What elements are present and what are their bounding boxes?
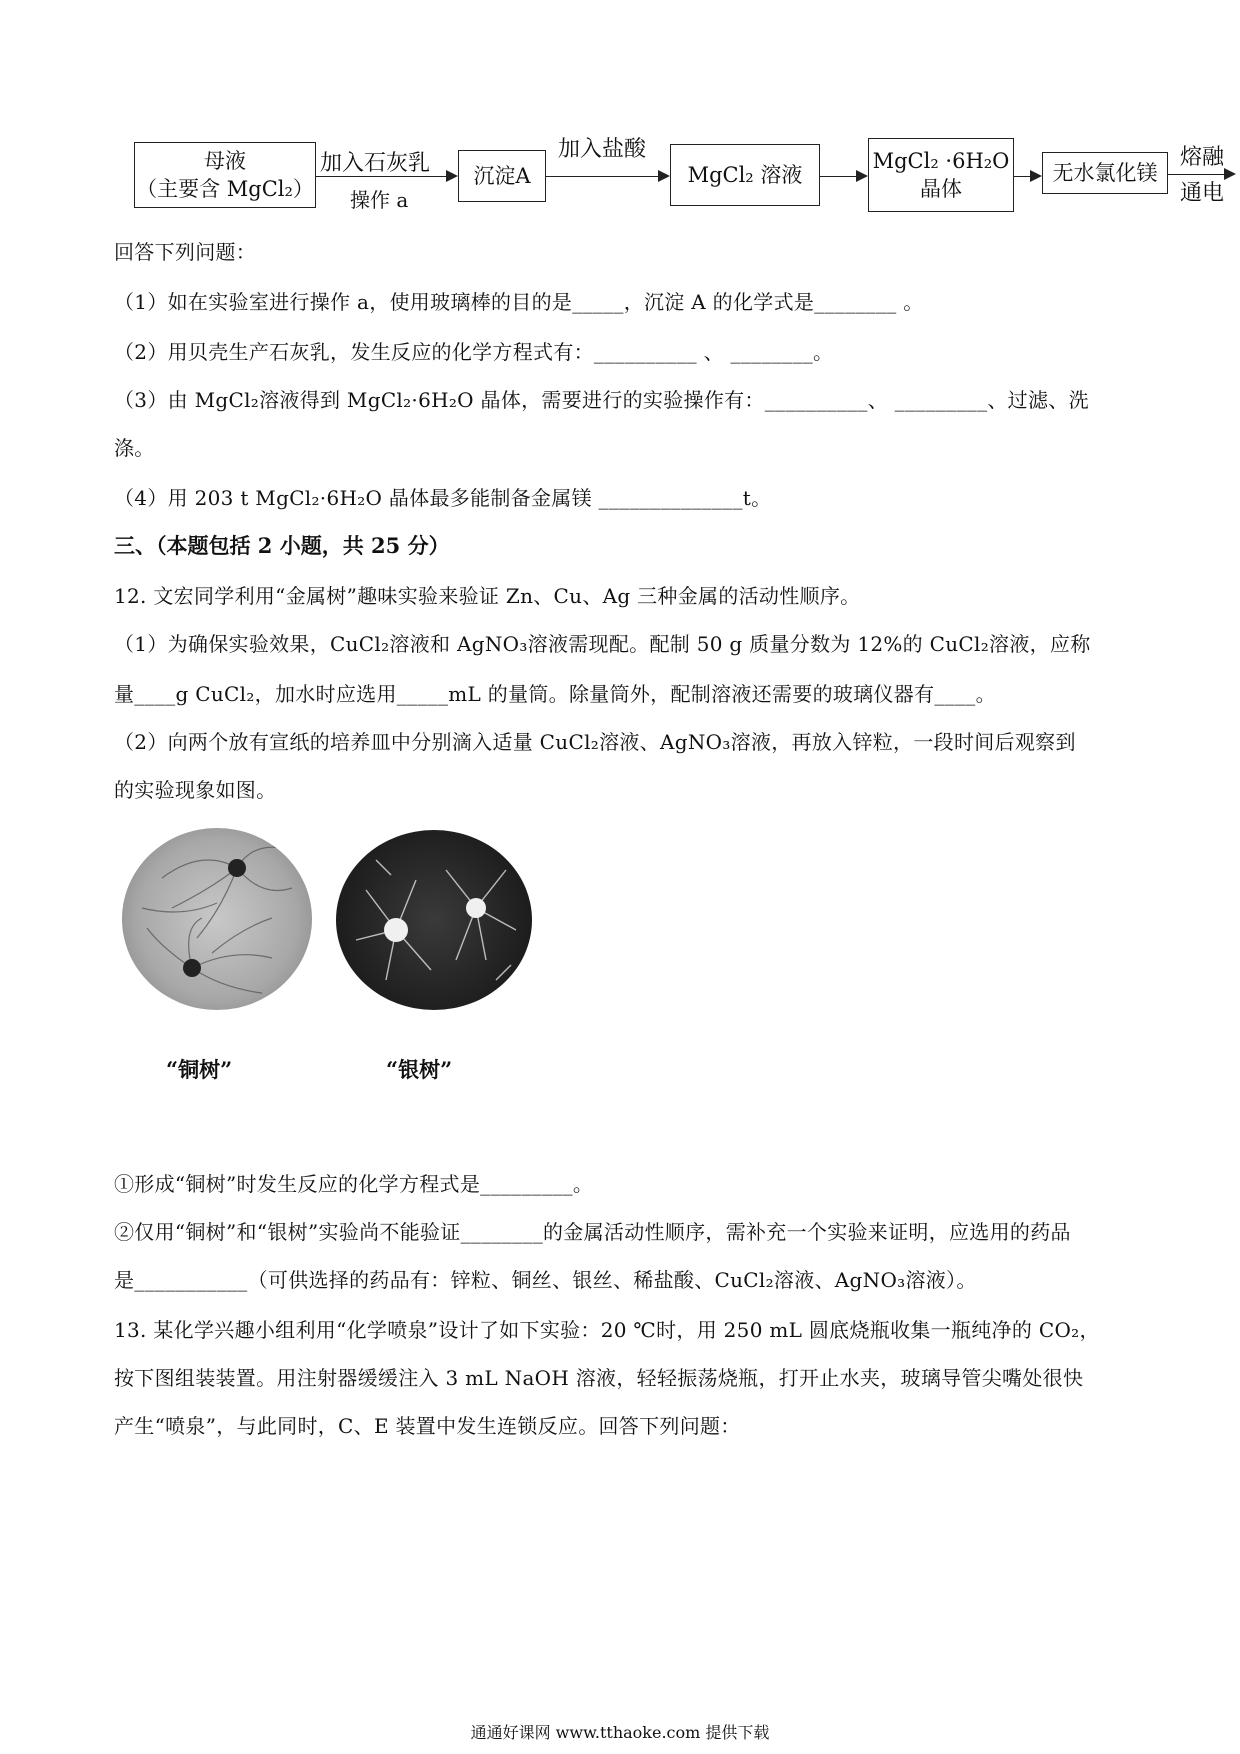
question-11-3-line2: 涤。: [114, 436, 155, 460]
question-11-1: （1）如在实验室进行操作 a，使用玻璃棒的目的是_____，沉淀 A 的化学式是________ 。: [114, 290, 924, 314]
question-11-4: （4）用 203 t MgCl₂·6H₂O 晶体最多能制备金属镁 ______________t。: [114, 486, 772, 510]
flow-arrow2: [546, 176, 668, 177]
flow-arrow5: [1168, 174, 1234, 175]
flow-box-hydrate-crystal: [868, 138, 1014, 212]
flow-arrow1: [316, 176, 456, 177]
page-footer: 通通好课网 www.tthaoke.com 提供下载: [470, 1723, 770, 1742]
question-12-2-part1: ①形成“铜树”时发生反应的化学方程式是_________。: [114, 1172, 594, 1196]
question-12-2-part2-line2: 是___________（可供选择的药品有：锌粒、铜丝、银丝、稀盐酸、CuCl₂溶液、AgNO₃溶液）。: [114, 1268, 977, 1292]
copper-tree-pattern: [122, 828, 312, 1010]
question-12-2-line2: 的实验现象如图。: [114, 778, 277, 802]
flow-arrow1-bottom-label: 操作 a: [350, 188, 409, 212]
silver-tree-dish-image: [336, 830, 532, 1010]
copper-tree-caption: “铜树”: [166, 1057, 233, 1082]
copper-tree-dish-image: [122, 828, 312, 1010]
question-13-line2: 按下图组装装置。用注射器缓缓注入 3 mL NaOH 溶液，轻轻振荡烧瓶，打开止水夹，玻璃导管尖嘴处很快: [114, 1366, 1084, 1390]
question-13-line3: 产生“喷泉”，与此同时，C、E 装置中发生连锁反应。回答下列问题：: [114, 1414, 741, 1438]
silver-tree-pattern: [336, 830, 532, 1010]
question-12-2-part2-line1: ②仅用“铜树”和“银树”实验尚不能验证________的金属活动性顺序，需补充一个实验来证明，应选用的药品: [114, 1220, 1071, 1244]
flow-box-mgcl2-solution-label: MgCl₂ 溶液: [687, 163, 803, 187]
flow-arrow5-bottom-label: 通电: [1180, 181, 1225, 206]
flow-arrow3: [820, 176, 866, 177]
flow-box-precipitate-label: 沉淀A: [473, 164, 531, 188]
flow-box-mother-liquor-line1: 母液: [204, 149, 246, 173]
flow-arrow1-top-label: 加入石灰乳: [320, 151, 431, 176]
answer-prompt: 回答下列问题：: [114, 240, 257, 264]
flow-arrow4: [1014, 176, 1040, 177]
section-three-heading: 三、（本题包括 2 小题，共 25 分）: [114, 533, 450, 558]
question-12-2-line1: （2）向两个放有宣纸的培养皿中分别滴入适量 CuCl₂溶液、AgNO₃溶液，再放入锌粒，一段时间后观察到: [114, 730, 1076, 754]
flow-box-mother-liquor: [134, 142, 316, 208]
silver-tree-caption: “银树”: [386, 1057, 453, 1082]
question-12-stem: 12. 文宏同学利用“金属树”趣味实验来验证 Zn、Cu、Ag 三种金属的活动性顺序。: [114, 584, 861, 608]
flow-arrow5-top-label: 熔融: [1180, 145, 1225, 170]
flow-box-hydrate-line2: 晶体: [920, 177, 962, 201]
flow-box-mgcl2-solution: [670, 144, 820, 206]
flow-box-anhydrous-label: 无水氯化镁: [1052, 161, 1158, 185]
flow-box-mother-liquor-line2: （主要含 MgCl₂）: [136, 177, 314, 201]
flow-box-anhydrous-mgcl2: [1042, 152, 1168, 194]
process-flowchart: [0, 128, 1240, 228]
flow-box-precipitate: [458, 150, 546, 202]
question-11-2: （2）用贝壳生产石灰乳，发生反应的化学方程式有：__________ 、 ________。: [114, 340, 834, 364]
question-12-1-line1: （1）为确保实验效果，CuCl₂溶液和 AgNO₃溶液需现配。配制 50 g 质量分数为 12%的 CuCl₂溶液，应称: [114, 632, 1091, 656]
flow-box-hydrate-line1: MgCl₂ ·6H₂O: [872, 149, 1010, 173]
question-12-1-line2: 量____g CuCl₂，加水时应选用_____mL 的量筒。除量筒外，配制溶液还需要的玻璃仪器有____。: [114, 682, 996, 706]
question-13-line1: 13. 某化学兴趣小组利用“化学喷泉”设计了如下实验：20 ℃时，用 250 mL 圆底烧瓶收集一瓶纯净的 CO₂，: [114, 1318, 1100, 1342]
question-11-3-line1: （3）由 MgCl₂溶液得到 MgCl₂·6H₂O 晶体，需要进行的实验操作有：__________、 _________、过滤、洗: [114, 388, 1089, 412]
flow-arrow2-top-label: 加入盐酸: [558, 137, 647, 162]
